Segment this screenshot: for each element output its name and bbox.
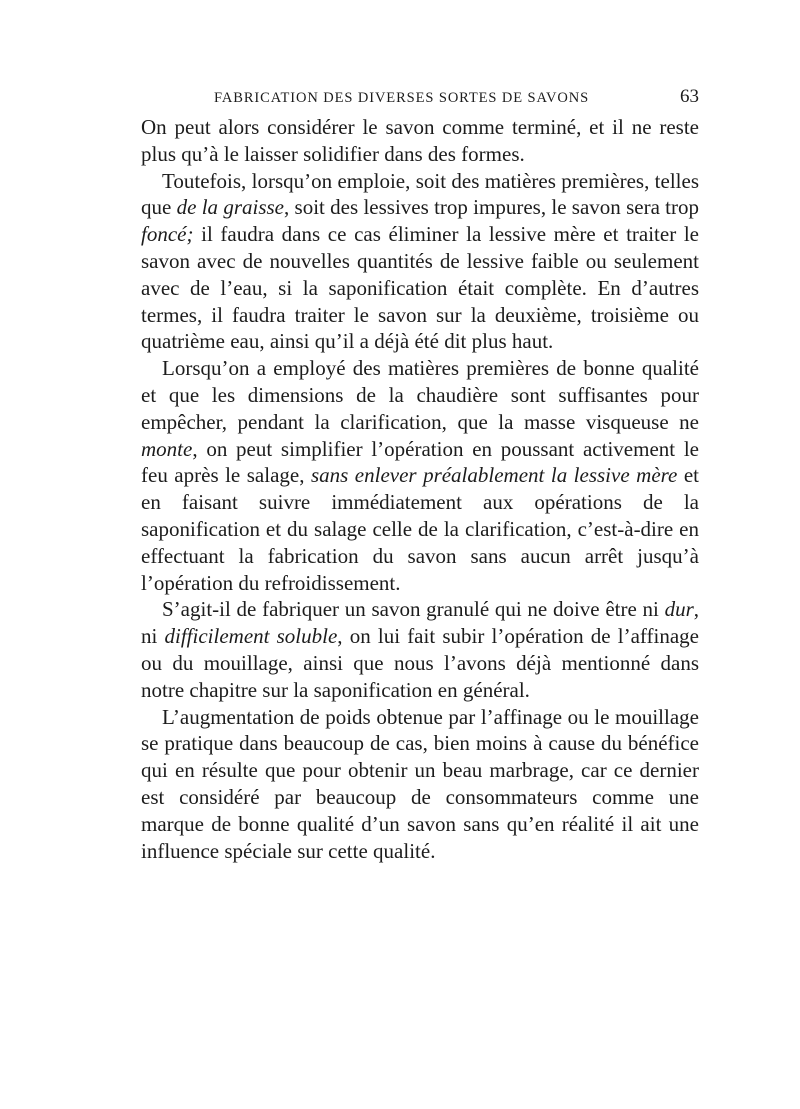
italic-segment: monte <box>141 436 193 461</box>
paragraph-5 <box>141 704 699 865</box>
paragraph-4 <box>141 596 699 703</box>
running-head <box>141 84 699 114</box>
text-segment: Toutefois, lorsqu’on emploie, soit des matières premières, telles que <box>141 168 699 220</box>
italic-segment: dur <box>664 597 694 622</box>
text-segment: il faudra dans ce cas éliminer la lessive mère et traiter le savon avec de nouvelles quantités de lessive faible ou seulement avec de l’eau, si la saponification était complète. En d’autres termes, il faudra traiter le savon sur la deuxième, troisième ou quatrième eau, ainsi qu’il a déjà été dit plus haut. <box>141 222 699 354</box>
text-segment: , on peut simplifier l’opération en poussant activement le feu après le salage, <box>141 436 699 488</box>
italic-segment: de la graisse <box>176 195 285 220</box>
book-page <box>141 84 699 864</box>
italic-segment: sans enlever préalablement la lessive mère <box>310 463 678 488</box>
text-segment: , on lui fait subir l’opération de l’affinage ou du mouillage, ainsi que nous l’avons déjà mentionné dans notre chapitre sur la saponification en général. <box>141 624 699 702</box>
paragraph-3 <box>141 355 699 596</box>
page-number: 63 <box>680 86 699 107</box>
text-segment: On peut alors considérer le savon comme terminé, et il ne reste plus qu’à le laisser solidifier dans des formes. <box>141 115 699 166</box>
italic-segment: foncé; <box>141 222 194 247</box>
text-segment: L’augmentation de poids obtenue par l’affinage ou le mouillage se pratique dans beaucoup de cas, bien moins à cause du bénéfice qui en résulte que pour obtenir un beau marbrage, car ce dernier est considéré par beaucoup de consommateurs comme une marque de bonne qualité d’un savon sans qu’en réalité il ait une influence spéciale sur cette qualité. <box>141 704 699 863</box>
text-segment: , soit des lessives trop impures, le savon sera trop <box>284 195 699 220</box>
paragraph-2 <box>141 168 699 356</box>
italic-segment: difficilement soluble <box>164 624 338 649</box>
text-segment: et en faisant suivre immédiatement aux opérations de la saponification et du salage celle de la clarification, c’est-à-dire en effectuant la fabrication du savon sans aucun arrêt jusqu’à l’opération du refroidissement. <box>141 463 700 595</box>
text-segment: Lorsqu’on a employé des matières premières de bonne qualité et que les dimensions de la chaudière sont suffisantes pour empêcher, pendant la clarification, que la masse visqueuse ne <box>141 356 699 434</box>
text-segment: S’agit-il de fabriquer un savon granulé qui ne doive être ni <box>162 597 665 622</box>
text-segment: , ni <box>141 597 699 649</box>
paragraph-1 <box>141 114 699 168</box>
running-title: FABRICATION DES DIVERSES SORTES DE SAVONS <box>214 90 590 106</box>
